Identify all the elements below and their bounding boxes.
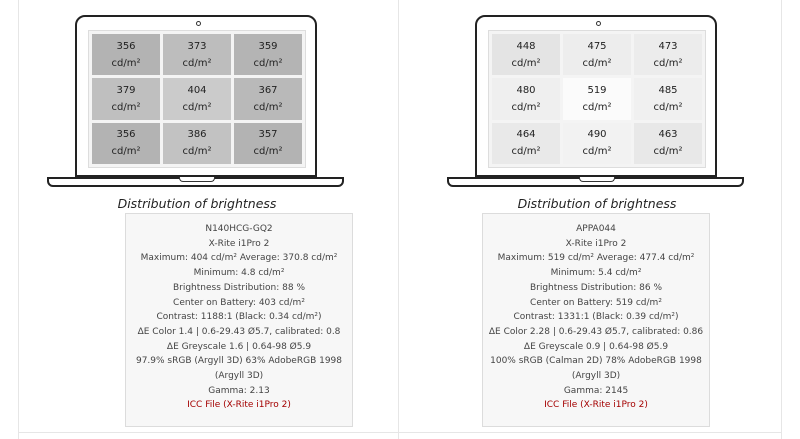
icc-file-link[interactable]: ICC File (X-Rite i1Pro 2): [187, 400, 291, 411]
brightness-cell: 404 cd/m²: [163, 78, 231, 119]
brightness-cell: 359 cd/m²: [234, 34, 302, 75]
brightness-cell: 480 cd/m²: [492, 78, 560, 119]
color-gamut: 97.9% sRGB (Argyll 3D) 63% AdobeRGB 1998 (Argyll 3D): [135, 356, 343, 382]
laptop-base: [47, 177, 344, 187]
brightness-cell: 464 cd/m²: [492, 123, 560, 164]
measurement-device: X-Rite i1Pro 2: [565, 238, 627, 249]
display-info-box: [482, 213, 710, 427]
brightness-cell: 475 cd/m²: [563, 34, 631, 75]
laptop-lid: [75, 15, 317, 177]
brightness-caption: Distribution of brightness: [117, 196, 277, 211]
delta-e-color: ΔE Color 2.28 | 0.6-29.43 Ø5.7, calibrated: 0.86: [488, 326, 704, 337]
gamma: Gamma: 2.13: [208, 385, 270, 396]
brightness-cell: 519 cd/m²: [563, 78, 631, 119]
delta-e-greyscale: ΔE Greyscale 0.9 | 0.64-98 Ø5.9: [523, 341, 669, 352]
webcam-icon: [196, 21, 201, 26]
gamma: Gamma: 2145: [563, 385, 629, 396]
panel-model: APPA044: [576, 224, 616, 234]
delta-e-greyscale: ΔE Greyscale 1.6 | 0.64-98 Ø5.9: [166, 341, 312, 352]
measurement-device: X-Rite i1Pro 2: [208, 238, 270, 249]
brightness-cell: 357 cd/m²: [234, 123, 302, 164]
color-gamut: 100% sRGB (Calman 2D) 78% AdobeRGB 1998 (Argyll 3D): [490, 356, 702, 382]
laptop-lid: [475, 15, 717, 177]
panel-model: N140HCG-GQ2: [205, 224, 273, 234]
center-on-battery: Center on Battery: 403 cd/m²: [173, 297, 305, 308]
laptop-base: [447, 177, 744, 187]
brightness-cell: 367 cd/m²: [234, 78, 302, 119]
brightness-grid: [492, 34, 702, 164]
icc-file-link[interactable]: ICC File (X-Rite i1Pro 2): [544, 400, 648, 411]
contrast-ratio: Contrast: 1188:1 (Black: 0.34 cd/m²): [156, 312, 322, 323]
brightness-caption: Distribution of brightness: [517, 196, 677, 211]
brightness-cell: 463 cd/m²: [634, 123, 702, 164]
brightness-grid: [92, 34, 302, 164]
right-brightness-panel: [400, 0, 800, 439]
laptop-notch: [179, 177, 215, 182]
brightness-minimum: Minimum: 5.4 cd/m²: [550, 268, 642, 279]
brightness-max-average: Maximum: 519 cd/m² Average: 477.4 cd/m²: [497, 253, 695, 264]
delta-e-color: ΔE Color 1.4 | 0.6-29.43 Ø5.7, calibrated: 0.8: [137, 326, 341, 337]
display-info-box: [125, 213, 353, 427]
brightness-cell: 373 cd/m²: [163, 34, 231, 75]
laptop-screen: [488, 30, 706, 168]
brightness-cell: 473 cd/m²: [634, 34, 702, 75]
brightness-cell: 356 cd/m²: [92, 123, 160, 164]
brightness-max-average: Maximum: 404 cd/m² Average: 370.8 cd/m²: [140, 253, 338, 264]
center-on-battery: Center on Battery: 519 cd/m²: [530, 297, 662, 308]
laptop-screen: [88, 30, 306, 168]
brightness-cell: 379 cd/m²: [92, 78, 160, 119]
brightness-distribution: Brightness Distribution: 88 %: [172, 282, 306, 293]
webcam-icon: [596, 21, 601, 26]
brightness-cell: 386 cd/m²: [163, 123, 231, 164]
brightness-distribution: Brightness Distribution: 86 %: [529, 282, 663, 293]
laptop-notch: [579, 177, 615, 182]
brightness-cell: 356 cd/m²: [92, 34, 160, 75]
brightness-cell: 490 cd/m²: [563, 123, 631, 164]
brightness-cell: 448 cd/m²: [492, 34, 560, 75]
contrast-ratio: Contrast: 1331:1 (Black: 0.39 cd/m²): [513, 312, 679, 323]
brightness-cell: 485 cd/m²: [634, 78, 702, 119]
brightness-minimum: Minimum: 4.8 cd/m²: [193, 268, 285, 279]
